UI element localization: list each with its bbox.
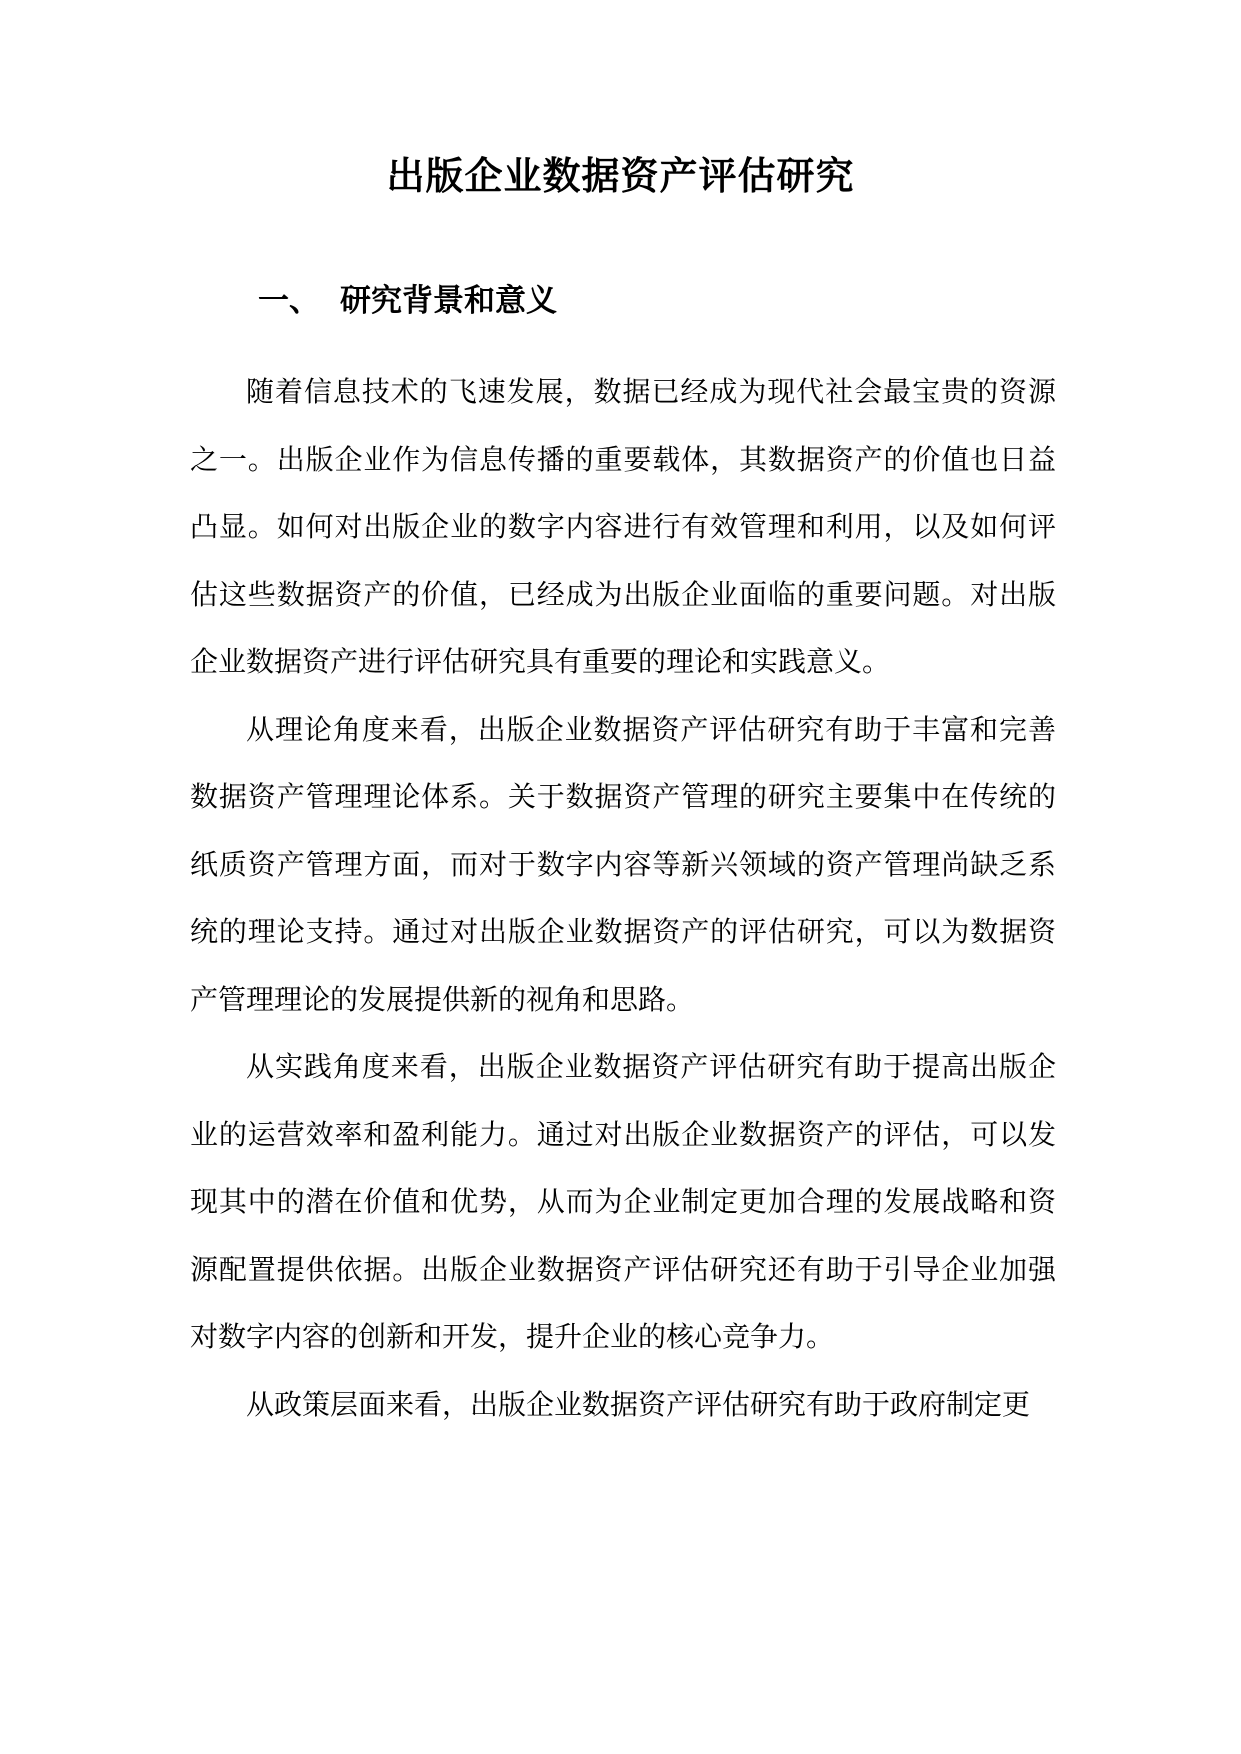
paragraph: 从政策层面来看，出版企业数据资产评估研究有助于政府制定更	[246, 1387, 1031, 1421]
document-title: 出版企业数据资产评估研究	[386, 153, 855, 198]
section-number: 一、	[258, 283, 320, 319]
section-title: 研究背景和意义	[340, 283, 557, 319]
paragraph: 从理论角度来看，出版企业数据资产评估研究有助于丰富和完善数据资产管理理论体系。关于数据资产管理的研究主要集中在传统的纸质资产管理方面，而对于数字内容等新兴领域的资产管理尚缺乏系统的理论支持。通过对出版企业数据资产的评估研究，可以为数据资产管理理论的发展提供新的视角和思路。	[190, 712, 1056, 1016]
section-heading	[258, 276, 557, 326]
body-text	[190, 358, 1056, 1438]
paragraph: 随着信息技术的飞速发展，数据已经成为现代社会最宝贵的资源之一。出版企业作为信息传播的重要载体，其数据资产的价值也日益凸显。如何对出版企业的数字内容进行有效管理和利用，以及如何评估这些数据资产的价值，已经成为出版企业面临的重要问题。对出版企业数据资产进行评估研究具有重要的理论和实践意义。	[190, 375, 1056, 678]
paragraph: 从实践角度来看，出版企业数据资产评估研究有助于提高出版企业的运营效率和盈利能力。通过对出版企业数据资产的评估，可以发现其中的潜在价值和优势，从而为企业制定更加合理的发展战略和资源配置提供依据。出版企业数据资产评估研究还有助于引导企业加强对数字内容的创新和开发，提升企业的核心竞争力。	[190, 1050, 1056, 1353]
